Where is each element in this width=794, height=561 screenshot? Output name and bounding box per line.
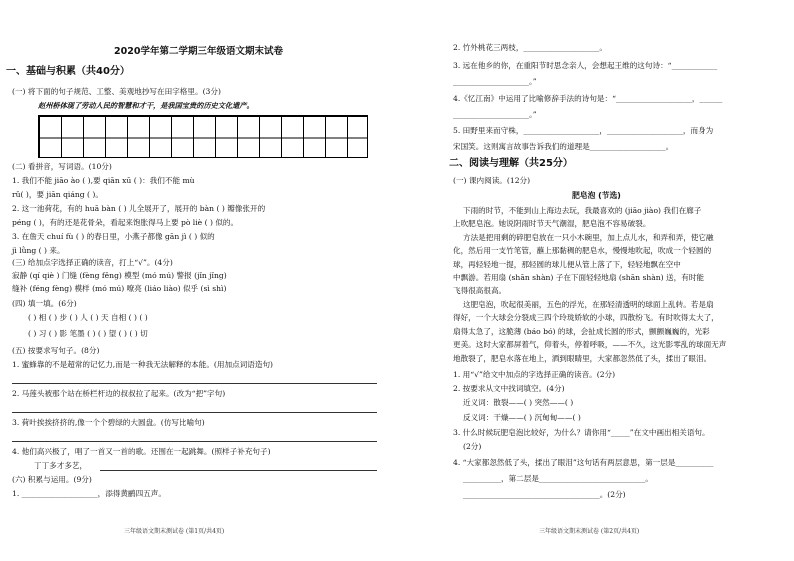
fable-line: 5. 田野里来而守株，____________________，____________________，而身为 [453, 126, 714, 135]
passage-line: 上吹肥皂泡。她说阴雨时节天气潮湿，肥皂泡不容易破裂。 [453, 219, 651, 228]
passage-line: 更美。这时大家都屏着气，仰着头，停着呼吸，——不久，这光影零乱的球面无声 [453, 340, 727, 349]
pinyin-line: péng ( )，有的还是花骨朵，看起来饱胀得马上要 pò liè ( ) 似的。 [12, 218, 239, 227]
pinyin-line: rǔ( )，要 jiān qiáng ( )。 [12, 190, 103, 199]
pinyin-line: 3. 在詹天 chuí fù ( ) 的春日里，小燕子都像 gān jì ( ) 似的 [12, 232, 215, 241]
passage-line: 中飘游。若用扇 (shān shàn) 子在下面轻轻地扇 (shān shàn) 送，有时能 [453, 273, 705, 282]
passage-line: 飞得很高很高。 [453, 286, 507, 295]
copy-sentence: 赵州桥体现了劳动人民的智慧和才干，是我国宝贵的历史文化遗产。 [38, 101, 254, 110]
poem-line: 2. 竹外桃花三两枝，____________________。 [453, 43, 607, 52]
page-footer: 三年级语文期末测试卷 (第1页/共4页) [124, 528, 225, 535]
reading-question-score: (2分) [463, 442, 482, 451]
passage-line: 下雨的时节，不能到山上海边去玩，我最喜欢的 (jiāo jiào) 我们在廊子 [463, 206, 702, 215]
sentence-task: 1. 蜜蜂靠的不是超常的记忆力,而是一种我无法解释的本能。(用加点词语造句) [12, 360, 273, 369]
pinyin-line: 2. 这一池荷花，有的 huā bàn ( ) 儿全展开了，展开的 bàn ( ) 瓣像张开的 [12, 204, 266, 213]
tianzige-grid[interactable] [38, 115, 368, 158]
page-footer: 三年级语文期末测试卷 (第2页/共4页) [539, 528, 640, 535]
passage-line: 化，然后用一支竹笔管，蘸上那黏稠的肥皂水，慢慢地吹起，吹成一个轻圆的 [453, 246, 712, 255]
fable-line: 宋国笑。这则寓言故事告诉我们的道理是____________________。 [453, 142, 674, 151]
answer-line-text: __________，第二层是____________________________。 [463, 474, 653, 483]
poem-line: ____________________。” [453, 77, 537, 86]
section-two-heading: 二、阅读与理解（共25分） [449, 158, 573, 169]
answer-line[interactable] [12, 383, 377, 384]
question-fill: (四) 填一填。(6分) [12, 299, 77, 308]
reading-question: 4. “大家都忽然低了头，揉出了眼泪”这句话有两层意思，第一层是__________ [453, 458, 714, 467]
poem-line: ____________________。” [453, 110, 537, 119]
fill-line: ( ) 习 ( ) 影 笔墨 ( ) ( ) 望 ( ) ( ) 切 [28, 329, 148, 338]
exam-title: 2020学年第二学期三年级语文期末试卷 [114, 46, 283, 57]
pronunciation-line: 寂静 (qí qiè ) 门缝 (fèng fěng) 模型 (mó mú) 警报 (jǐn jǐng) [12, 271, 227, 280]
question-copy-instruction: (一) 将下面的句子规范、工整、美观地抄写在田字格里。(3分) [12, 87, 221, 96]
page-two [397, 0, 794, 561]
question-pronunciation: (三) 给加点字选择正确的读音，打上“√”。(4分) [12, 258, 173, 267]
sentence-task: 3. 荷叶挨挨挤挤的,像一个个碧绿的大圆盘。(仿写比喻句) [12, 418, 205, 427]
answer-line[interactable] [12, 441, 377, 442]
question-pinyin: (二) 看拼音，写词语。(10分) [12, 162, 112, 171]
reading-question: 3. 什么时候玩肥皂泡比较好，为什么？请你用“_____”在文中画出相关语句。 [453, 428, 710, 437]
question-accumulation: (六) 积累与运用。(9分) [12, 475, 92, 484]
passage-line: 得好，一个大球会分裂成三四个玲珑娇软的小球，四散纷飞。有时吹得太大了， [453, 313, 719, 322]
word-fill-line: 近义词：散裂——( ) 突然——( ) [463, 398, 574, 407]
reading-heading: (一) 课内阅读。(12分) [453, 176, 531, 185]
passage-line: 球，再轻轻地一提，那轻圆的球儿便从管上落了下，轻轻地飘在空中 [453, 260, 681, 269]
sentence-task: 2. 马莲头被那个站在桥栏杆边的叔叔拉了起来。(改为“把”字句) [12, 389, 226, 398]
word-fill-line: 反义词：干燥——( ) 沉甸甸——( ) [463, 413, 581, 422]
poem-line: 3. 远在他乡的你，在重阳节时思念亲人，会想起王维的这句诗：“____________ [453, 61, 718, 70]
section-one-heading: 一、基础与积累（共40分） [6, 66, 130, 77]
passage-title: 肥皂泡 (节选) [572, 191, 621, 200]
fill-line: ( ) 相 ( ) 步 ( ) 人 ( ) 天 自相 ( ) ( ) [28, 313, 148, 322]
pinyin-line: 1. 我们不能 jiāo ào ( ),要 qiān xū ( )：我们不能 mù [12, 176, 195, 185]
poem-line: 4.《忆江南》中运用了比喻修辞手法的诗句是：“____________________，______ [453, 94, 723, 103]
pinyin-line: jì lǜng ( ) 来。 [12, 246, 65, 255]
pronunciation-line: 缝补 (féng fèng) 模样 (mó mú) 嘹亮 (liáo liào) 似乎 (sì shì) [12, 284, 227, 293]
sentence-start: 丁丁多才多艺， [34, 461, 88, 470]
reading-question: 2. 按要求从文中找词填空。(4分) [453, 384, 565, 393]
passage-line: 扇得太急了，这脆薄 (báo bó) 的球，会扯成长圆的形式，颤颤巍巍的，光彩 [453, 327, 710, 336]
answer-line[interactable] [100, 470, 377, 471]
answer-line-text: ____________________________________。(2分) [463, 490, 626, 499]
passage-line: 地散裂了，肥皂水落在地上，洒到眼睛里，大家都忽然低了头，揉出了眼泪。 [453, 354, 712, 363]
sentence-task: 4. 他们高兴极了，唱了一首又一首的歌。还围在一起跳舞。(照样子补充句子) [12, 447, 271, 456]
passage-line: 这肥皂泡，吹起很美丽，五色的浮光，在那轻清透明的球面上乱转。若是扇 [463, 300, 714, 309]
answer-line[interactable] [12, 412, 377, 413]
reading-question: 1. 用“√”给文中加点的字选择正确的读音。(2分) [453, 370, 616, 379]
question-sentences: (五) 按要求写句子。(8分) [12, 346, 100, 355]
passage-line: 方法是把用剩的碎肥皂放在一只小木碗里，加上点儿水，和弄和弄，使它融 [463, 233, 714, 242]
poem-line: 1. ____________________，添得黄鹂四五声。 [12, 489, 166, 498]
